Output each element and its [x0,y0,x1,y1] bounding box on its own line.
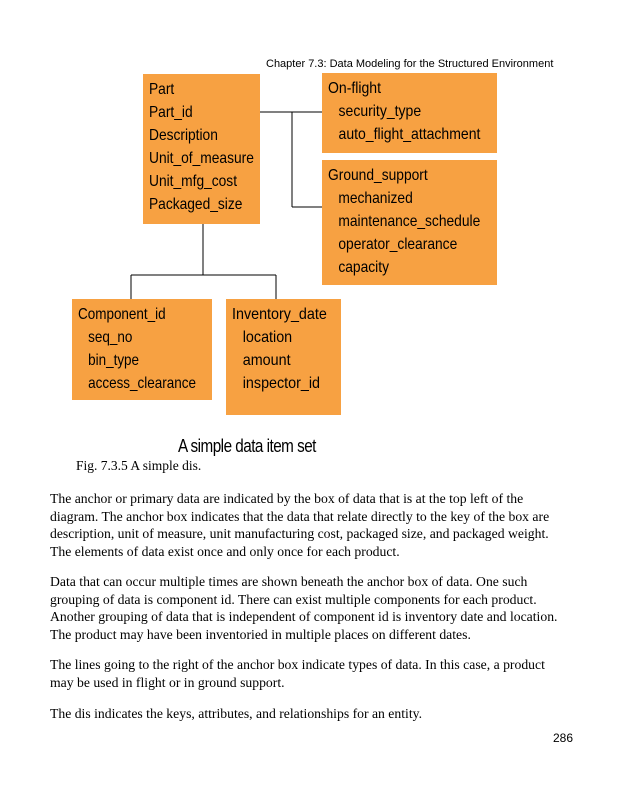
on-flight-title: On-flight [328,80,381,97]
inventory-box [226,299,341,415]
paragraph-types-of-data: The lines going to the right of the anchor box indicate types of data. In this case, a product may be used in flight or in ground support. [50,657,545,690]
ground-support-attr-1: mechanized [338,190,413,207]
part-attr-3: Unit_of_measure [149,150,254,167]
inventory-attr-2: amount [242,352,291,369]
component-title: Component_id [78,306,166,323]
component-box [72,299,212,400]
part-box-title: Part [149,81,175,98]
figure-caption: Fig. 7.3.5 A simple dis. [76,458,202,473]
inventory-attr-3: inspector_id [242,375,321,392]
ground-support-attr-4: capacity [338,259,389,276]
paragraph-dis-summary: The dis indicates the keys, attributes, and relationships for an entity. [50,706,423,721]
diagram-caption: A simple data item set [178,436,316,456]
part-attr-2: Description [149,127,218,144]
paragraph-anchor-data: The anchor or primary data are indicated by the box of data that is at the top left of the diagram. The anchor box indicates that the data that relate directly to the key of the box are description, unit of measure, unit manufacturing cost, packaged size, and packaged weight. The elements of data exist once and only once for each product. [50,491,550,559]
page-number: 286 [553,731,574,745]
paragraph-multiple-occurrence: Data that can occur multiple times are shown beneath the anchor box of data. One such grouping of data is component id. There can exist multiple components for each product. Another grouping of data that is independent of component id is inventory date and location. The product may have been inventoried in multiple places on different dates. [50,574,558,642]
part-attr-4: Unit_mfg_cost [149,173,238,190]
ground-support-title: Ground_support [328,167,428,184]
ground-support-attr-2: maintenance_schedule [338,213,481,230]
on-flight-attr-2: auto_flight_attachment [338,126,481,143]
ground-support-box [322,160,497,285]
inventory-title: Inventory_date [232,306,327,323]
chapter-header: Chapter 7.3: Data Modeling for the Structured Environment [266,58,554,70]
on-flight-box [322,73,497,153]
part-entity-box [143,74,260,224]
component-attr-2: bin_type [88,352,140,369]
ground-support-attr-3: operator_clearance [338,236,458,253]
part-attr-1: Part_id [149,104,193,121]
on-flight-attr-1: security_type [338,103,422,120]
inventory-attr-1: location [242,329,293,346]
component-attr-3: access_clearance [88,375,196,392]
part-attr-5: Packaged_size [149,196,243,213]
component-attr-1: seq_no [88,329,133,346]
